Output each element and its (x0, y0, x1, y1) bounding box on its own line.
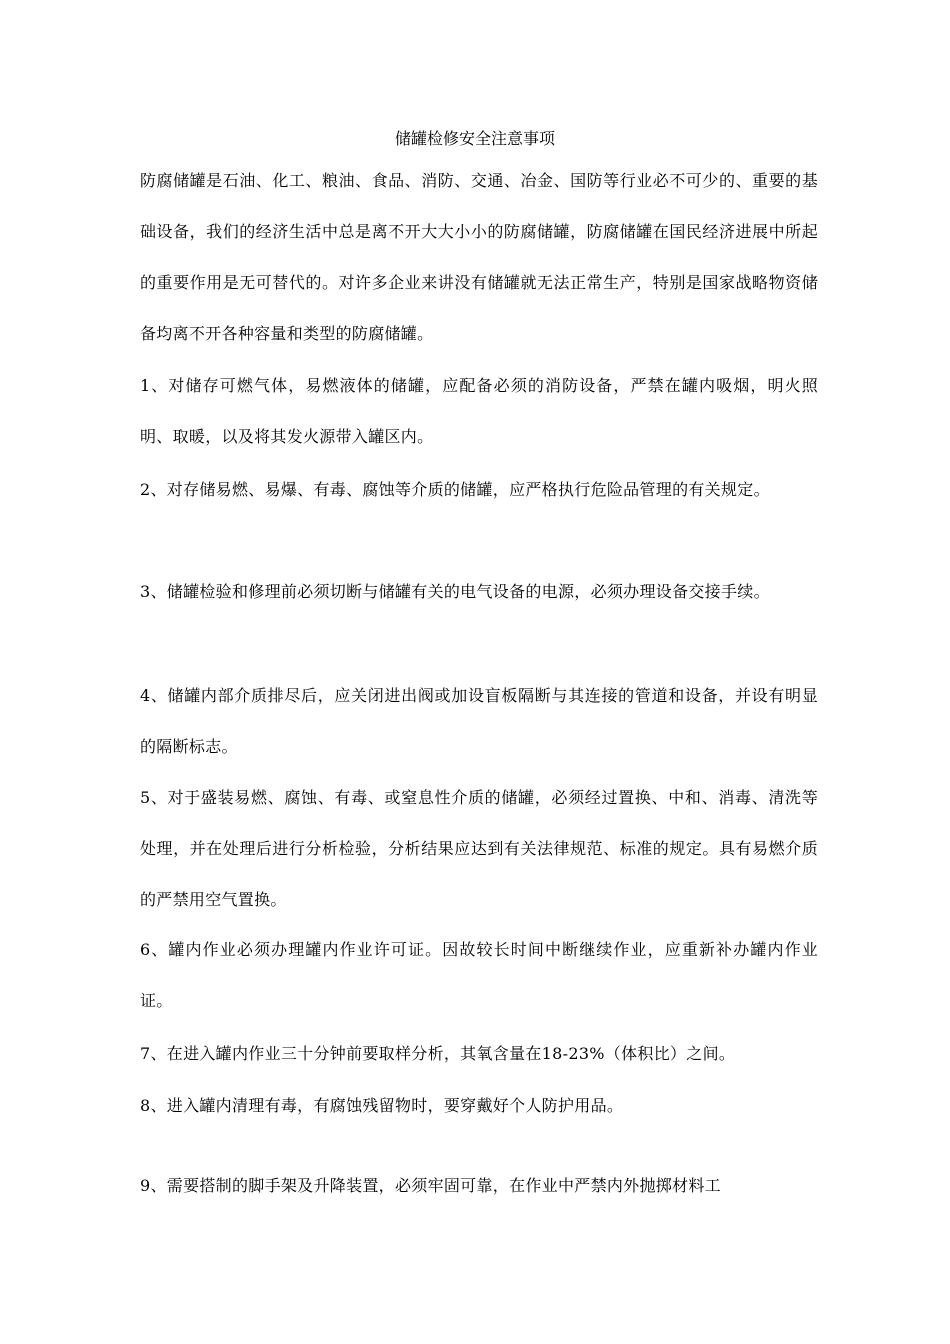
document-title: 储罐检修安全注意事项 (394, 129, 555, 148)
safety-item-5: 5、对于盛装易燃、腐蚀、有毒、或窒息性介质的储罐，必须经过置换、中和、消毒、清洗等处理，并在处理后进行分析检验，分析结果应达到有关法律规范、标准的规定。具有易燃介质的严禁用空气置换。 (140, 788, 818, 909)
safety-item-1: 1、对储存可燃气体，易燃液体的储罐，应配备必须的消防设备，严禁在罐内吸烟，明火照明、取暖，以及将其发火源带入罐区内。 (140, 376, 818, 446)
safety-item-3: 3、储罐检验和修理前必须切断与储罐有关的电气设备的电源，必须办理设备交接手续。 (140, 582, 770, 601)
safety-item-7: 7、在进入罐内作业三十分钟前要取样分析，其氧含量在18-23%（体积比）之间。 (140, 1044, 736, 1063)
safety-item-9: 9、需要搭制的脚手架及升降装置，必须牢固可靠，在作业中严禁内外抛掷材料工 (140, 1176, 721, 1195)
safety-item-6: 6、罐内作业必须办理罐内作业许可证。因故较长时间中断继续作业，应重新补办罐内作业证。 (140, 940, 818, 1010)
safety-item-8: 8、进入罐内清理有毒，有腐蚀残留物时，要穿戴好个人防护用品。 (140, 1096, 624, 1115)
safety-item-4: 4、储罐内部介质排尽后，应关闭进出阀或加设盲板隔断与其连接的管道和设备，并设有明显的隔断标志。 (140, 686, 818, 756)
intro-paragraph: 防腐储罐是石油、化工、粮油、食品、消防、交通、冶金、国防等行业必不可少的、重要的基础设备，我们的经济生活中总是离不开大大小小的防腐储罐，防腐储罐在国民经济进展中所起的重要作用是无可替代的。对许多企业来讲没有储罐就无法正常生产，特别是国家战略物资储备均离不开各种容量和类型的防腐储罐。 (140, 171, 818, 343)
safety-item-2: 2、对存储易燃、易爆、有毒、腐蚀等介质的储罐，应严格执行危险品管理的有关规定。 (140, 480, 770, 499)
